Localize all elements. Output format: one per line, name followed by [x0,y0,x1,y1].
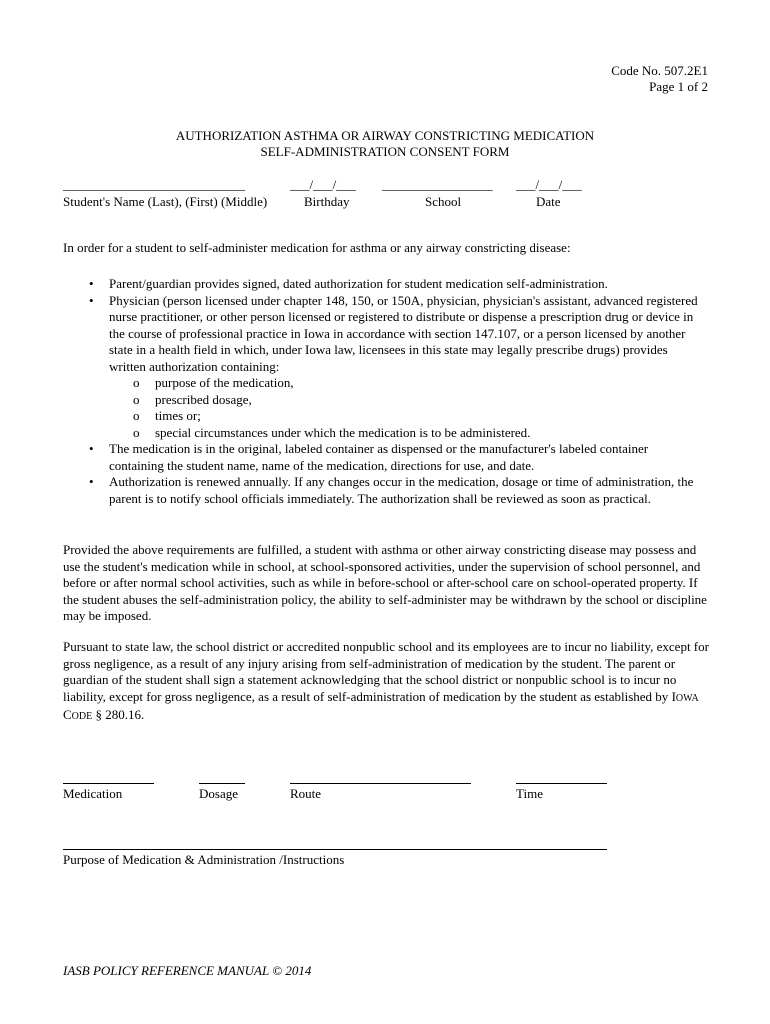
iowa-code-C: C [63,707,72,722]
dosage-line[interactable] [199,783,245,784]
sub-item [109,425,703,442]
sub-item-text: purpose of the medication, [155,375,294,390]
medication-label: Medication [63,786,123,801]
liability-text: Pursuant to state law, the school district or accredited nonpublic school and its employees are to incur no liability, except for gross negligence, as a result of any injury arising from self-administration of medication by the student. The parent or guardian of the student shall sign a statement acknowledging that the school district or nonpublic school is to incur no liability, except for gross negligence, as a result of self-administration of medication by the student as established by [63,639,709,704]
requirements-list [63,276,703,507]
date-label: Date [536,194,561,209]
school-blank[interactable]: _________________ [382,177,493,192]
bullet-text: Authorization is renewed annually. If any changes occur in the medication, dosage or time of administration, the parent is to notify school officials immediately. The authorization shall be reviewed as soon as practical. [109,474,694,506]
time-label: Time [516,786,543,801]
form-title-line1: AUTHORIZATION ASTHMA OR AIRWAY CONSTRICTING MEDICATION [175,128,595,143]
sub-item-text: times or; [155,408,201,423]
sub-item-text: prescribed dosage, [155,391,252,407]
bullet-text: Physician (person licensed under chapter 148, 150, or 150A, physician, physician's assistant, advanced registered nurse practitioner, or other person licensed or registered to distribute or dispense a prescription drug or device in the course of professional practice in Iowa in accordance with section 147.107, or a person licensed by another state in a health field in which, under Iowa law, licensees in this state may legally prescribe drugs) provides written authorization containing: [109,292,698,374]
footer-manual: IASB POLICY REFERENCE MANUAL © 2014 [63,963,312,978]
sub-item [109,392,703,409]
sub-item [109,375,703,392]
medication-line[interactable] [63,783,154,784]
time-line[interactable] [516,783,607,784]
route-line[interactable] [290,783,471,784]
code-number: Code No. 507.2E1 [611,63,708,78]
dosage-label: Dosage [199,786,238,801]
purpose-label: Purpose of Medication & Administration /Instructions [63,852,345,867]
purpose-line[interactable] [63,849,607,850]
school-label: School [425,194,462,209]
bullet-text: Parent/guardian provides signed, dated authorization for student medication self-administration. [109,276,608,291]
bullet-physician-authorization [63,293,703,442]
bullet-parent-authorization [63,276,703,293]
liability-paragraph [63,639,711,726]
iowa-code-owa: OWA [675,692,699,704]
bullet-original-container [63,441,703,474]
bullet-annual-renewal [63,474,703,507]
intro-text: In order for a student to self-administer medication for asthma or any airway constricting disease: [63,240,571,255]
iowa-code-section: § 280.16. [92,707,145,722]
page-number: Page 1 of 2 [649,79,708,94]
iowa-code-ode: ODE [71,711,93,722]
sub-item-text: special circumstances under which the medication is to be administered. [155,424,531,440]
sub-item [109,408,703,425]
student-name-label: Student's Name (Last), (First) (Middle) [63,194,268,209]
bullet-text: The medication is in the original, labeled container as dispensed or the manufacturer's labeled container containing the student name, name of the medication, directions for use, and date. [109,441,649,473]
possession-paragraph: Provided the above requirements are fulfilled, a student with asthma or other airway constricting disease may possess and use the student's medication while in school, at school-sponsored activities, under the supervision of school personnel, and before or after normal school activities, such as while in before-school or after-school care on school-operated property. If the student abuses the self-administration policy, the ability to self-administer may be withdrawn by the school or discipline may be imposed. [63,542,707,623]
authorization-contents-list [109,375,703,441]
birthday-blank[interactable]: ___/___/___ [290,177,356,192]
route-label: Route [290,786,322,801]
iowa-code-I: I [671,688,676,704]
form-title-line2: SELF-ADMINISTRATION CONSENT FORM [260,144,510,159]
date-blank[interactable]: ___/___/___ [516,177,582,192]
birthday-label: Birthday [304,194,350,209]
student-name-blank[interactable]: ____________________________ [63,177,245,192]
